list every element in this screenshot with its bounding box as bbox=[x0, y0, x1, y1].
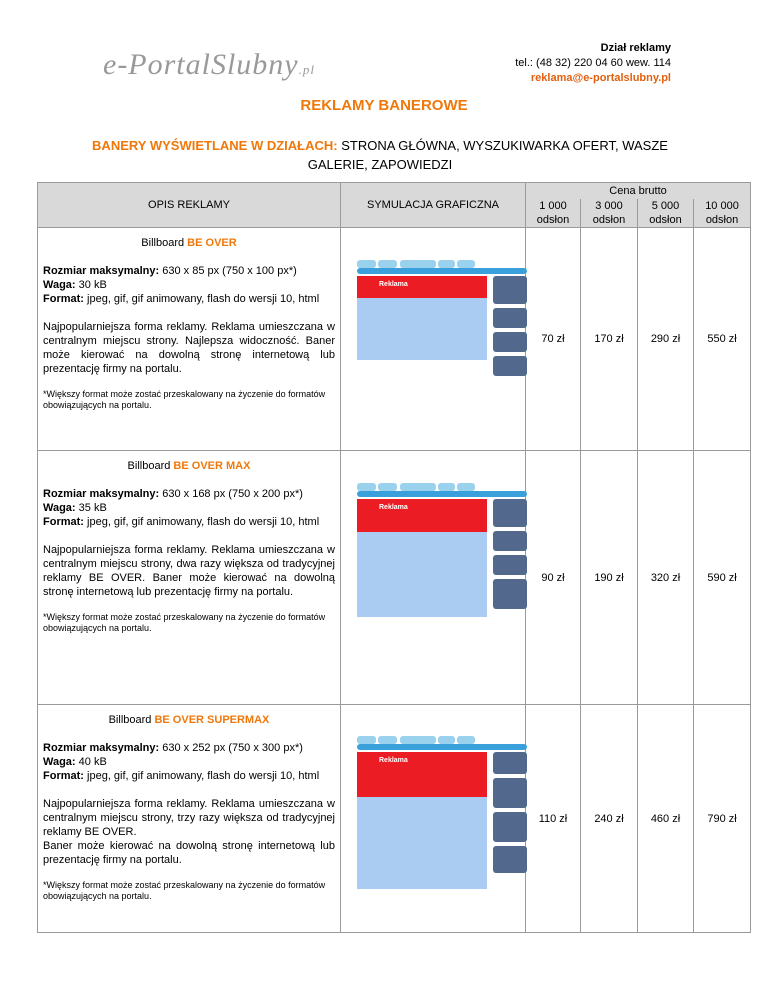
ad-description bbox=[38, 228, 341, 451]
mock-sidebar-box bbox=[493, 846, 527, 873]
price-cell: 110 zł bbox=[526, 705, 581, 933]
email-link[interactable]: reklama@e-portalslubny.pl bbox=[530, 72, 671, 84]
price-cell: 190 zł bbox=[581, 451, 638, 705]
col-header-price-0 bbox=[526, 199, 581, 228]
mock-nav-tab bbox=[357, 483, 376, 491]
mock-content-area bbox=[357, 532, 487, 617]
mock-ad-banner: Reklama bbox=[357, 276, 487, 298]
mock-sidebar-box bbox=[493, 499, 527, 527]
mock-nav-tab bbox=[357, 260, 376, 268]
mock-nav-tab bbox=[357, 736, 376, 744]
price-col-unit: odsłon bbox=[649, 214, 682, 226]
mock-sidebar-box bbox=[493, 752, 527, 774]
price-cell: 550 zł bbox=[694, 228, 751, 451]
price-cell: 790 zł bbox=[694, 705, 751, 933]
mock-ad-banner: Reklama bbox=[357, 499, 487, 532]
mock-nav-tab bbox=[400, 260, 436, 268]
ad-specs: Rozmiar maksymalny: 630 x 252 px (750 x 300 px*) Waga: 40 kB Format: jpeg, gif, gif animowany, flash do wersji 10, html bbox=[43, 742, 320, 782]
mock-sidebar-box bbox=[493, 778, 527, 808]
price-cell: 320 zł bbox=[638, 451, 694, 705]
ad-paragraph: Najpopularniejsza forma reklamy. Reklama umieszczana w centralnym miejscu strony, trzy razy większa od tradycyjnej reklamy BE OVER. Baner może kierować na dowolną stronę internetową lub prezentację firmy na portalu. bbox=[43, 798, 335, 866]
contact-block bbox=[515, 41, 671, 86]
price-col-num: 5 000 bbox=[651, 200, 680, 212]
table-row bbox=[38, 451, 751, 705]
subtitle-highlight: BANERY WYŚWIETLANE W DZIAŁACH: bbox=[92, 138, 338, 153]
price-cell: 290 zł bbox=[638, 228, 694, 451]
mock-nav-tab bbox=[438, 260, 455, 268]
page-subtitle bbox=[80, 136, 680, 174]
department-label: Dział reklamy bbox=[600, 42, 671, 54]
mock-sidebar-box bbox=[493, 276, 527, 304]
price-cell: 240 zł bbox=[581, 705, 638, 933]
col-header-desc: OPIS REKLAMY bbox=[38, 183, 341, 228]
ad-description bbox=[38, 451, 341, 705]
subtitle-text: STRONA GŁÓWNA, WYSZUKIWARKA OFERT, WASZE GALERIE, ZAPOWIEDZI bbox=[307, 138, 668, 172]
mock-nav-tab bbox=[400, 736, 436, 744]
mock-nav-bar bbox=[357, 491, 527, 497]
mock-content-area bbox=[357, 298, 487, 360]
price-col-num: 10 000 bbox=[705, 200, 739, 212]
price-cell: 170 zł bbox=[581, 228, 638, 451]
col-header-price-1 bbox=[581, 199, 638, 228]
price-col-unit: odsłon bbox=[705, 214, 739, 226]
mock-nav-tab bbox=[438, 736, 455, 744]
mock-nav-bar bbox=[357, 744, 527, 750]
price-cell: 590 zł bbox=[694, 451, 751, 705]
col-header-price-group: Cena brutto bbox=[526, 183, 751, 200]
table-row bbox=[38, 705, 751, 933]
col-header-price-3 bbox=[694, 199, 751, 228]
table-row bbox=[38, 228, 751, 451]
mock-sidebar-box bbox=[493, 579, 527, 609]
ad-title: Billboard BE OVER MAX bbox=[127, 460, 251, 472]
col-header-sim: SYMULACJA GRAFICZNA bbox=[341, 183, 526, 228]
mock-content-area bbox=[357, 797, 487, 889]
page-title: REKLAMY BANEROWE bbox=[300, 97, 468, 114]
mock-nav-tab bbox=[457, 260, 475, 268]
ad-footnote: *Większy format może zostać przeskalowany na życzenie do formatów obowiązujących na portalu. bbox=[43, 612, 326, 633]
price-cell: 90 zł bbox=[526, 451, 581, 705]
ad-specs: Rozmiar maksymalny: 630 x 168 px (750 x 200 px*) Waga: 35 kB Format: jpeg, gif, gif animowany, flash do wersji 10, html bbox=[43, 488, 320, 528]
price-col-unit: odsłon bbox=[536, 214, 570, 226]
ad-specs: Rozmiar maksymalny: 630 x 85 px (750 x 100 px*) Waga: 30 kB Format: jpeg, gif, gif animowany, flash do wersji 10, html bbox=[43, 265, 320, 305]
price-cell: 460 zł bbox=[638, 705, 694, 933]
mock-nav-tab bbox=[438, 483, 455, 491]
ad-name: BE OVER bbox=[187, 237, 237, 249]
ad-name: BE OVER MAX bbox=[173, 460, 251, 472]
mock-nav-tab bbox=[378, 736, 397, 744]
logo: e-PortalSlubny.pl bbox=[103, 48, 316, 81]
graphic-simulation bbox=[341, 228, 526, 451]
price-cell: 70 zł bbox=[526, 228, 581, 451]
ad-title: Billboard BE OVER SUPERMAX bbox=[108, 714, 270, 726]
mock-nav-tab bbox=[457, 483, 475, 491]
ad-description bbox=[38, 705, 341, 933]
ad-footnote: *Większy format może zostać przeskalowany na życzenie do formatów obowiązujących na portalu. bbox=[43, 880, 326, 901]
mock-sidebar-box bbox=[493, 531, 527, 551]
price-col-num: 3 000 bbox=[595, 200, 623, 212]
price-col-unit: odsłon bbox=[592, 214, 626, 226]
mock-nav-tab bbox=[378, 260, 397, 268]
mock-ad-banner: Reklama bbox=[357, 752, 487, 797]
mock-nav-tab bbox=[378, 483, 397, 491]
ad-title: Billboard BE OVER bbox=[141, 237, 237, 249]
pricing-table bbox=[37, 182, 751, 933]
mock-nav-bar bbox=[357, 268, 527, 274]
phone-text: tel.: (48 32) 220 04 60 wew. 114 bbox=[515, 57, 671, 69]
graphic-simulation bbox=[341, 451, 526, 705]
ad-footnote: *Większy format może zostać przeskalowany na życzenie do formatów obowiązujących na portalu. bbox=[43, 389, 326, 410]
mock-nav-tab bbox=[457, 736, 475, 744]
mock-sidebar-box bbox=[493, 812, 527, 842]
price-col-num: 1 000 bbox=[539, 200, 567, 212]
mock-sidebar-box bbox=[493, 555, 527, 575]
mock-sidebar-box bbox=[493, 308, 527, 328]
graphic-simulation bbox=[341, 705, 526, 933]
col-header-price-2 bbox=[638, 199, 694, 228]
mock-nav-tab bbox=[400, 483, 436, 491]
ad-paragraph: Najpopularniejsza forma reklamy. Reklama umieszczana w centralnym miejscu strony, dwa razy większa od tradycyjnej reklamy BE OVER. Baner może kierować na dowolną stronę internetową lub prezentację firmy na portalu. bbox=[43, 544, 335, 598]
mock-sidebar-box bbox=[493, 332, 527, 352]
ad-name: BE OVER SUPERMAX bbox=[154, 714, 270, 726]
mock-sidebar-box bbox=[493, 356, 527, 376]
ad-paragraph: Najpopularniejsza forma reklamy. Reklama umieszczana w centralnym miejscu strony. Najlepsza widoczność. Baner może kierować na dowolną stronę internetową lub prezentację firmy na portalu. bbox=[43, 321, 335, 375]
